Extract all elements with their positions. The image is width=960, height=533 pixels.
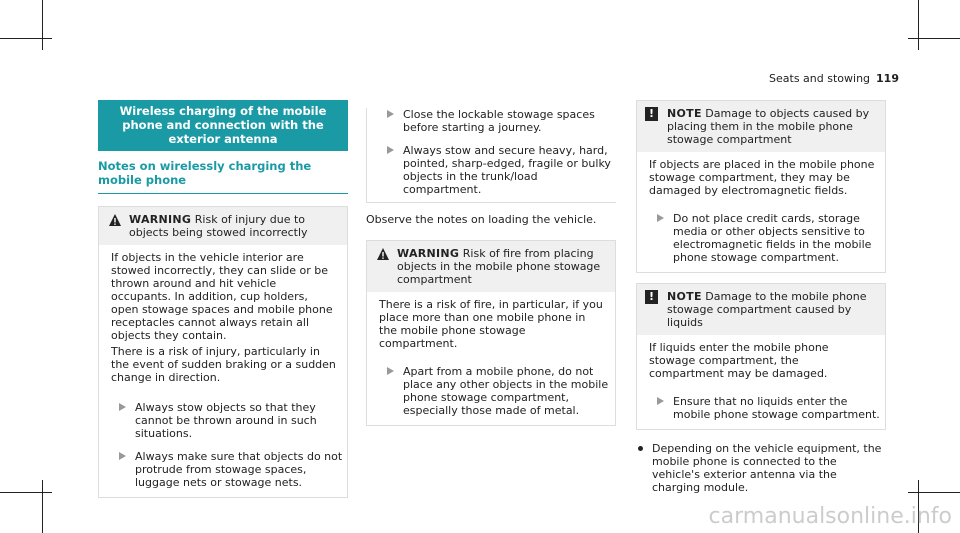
crop-mark <box>908 38 960 39</box>
crop-mark <box>908 492 960 493</box>
exclamation-icon: ! <box>645 107 658 121</box>
warning-box <box>366 240 616 426</box>
arrow-icon <box>119 452 126 460</box>
note-box <box>636 100 886 273</box>
arrow-icon <box>657 214 664 222</box>
list-item <box>367 108 616 134</box>
warning-label: WARNING <box>397 247 460 260</box>
crop-mark <box>0 38 52 39</box>
warning-headline: Risk of fire from placing objects in the mobile phone stowage compartment <box>397 247 601 286</box>
warning-label: WARNING <box>129 213 192 226</box>
list-item-text: Apart from a mobile phone, do not place any other objects in the mobile phone stowage compartment, especially those made of metal. <box>403 365 609 417</box>
arrow-icon <box>387 367 394 375</box>
watermark: carmanualsonline.info <box>708 504 952 529</box>
crop-mark <box>42 0 43 50</box>
note-label: NOTE <box>667 290 702 303</box>
warning-triangle-icon <box>108 213 122 227</box>
warning-header <box>99 207 347 245</box>
note-header <box>637 101 885 152</box>
list-item-text: Ensure that no liquids enter the mobile phone stowage compartment. <box>673 395 880 421</box>
warning-box <box>98 206 348 498</box>
list-item <box>367 365 615 417</box>
section-heading: Wireless charging of the mobile phone and connection with the exterior antenna <box>98 100 348 151</box>
warning-body <box>99 245 347 395</box>
exclamation-icon: ! <box>645 290 658 304</box>
warning-body <box>367 292 615 361</box>
warning-header <box>367 241 615 292</box>
note-headline: Damage to the mobile phone stowage compartment caused by liquids <box>667 290 867 329</box>
crop-mark <box>42 480 43 533</box>
column-3 <box>636 100 886 494</box>
arrow-icon <box>657 397 664 405</box>
list-item-text: Always stow objects so that they cannot be thrown around in such situations. <box>135 401 317 440</box>
list-item <box>637 212 885 264</box>
paragraph: There is a risk of fire, in particular, if you place more than one mobile phone in the mobile phone stowage compartment. <box>379 298 603 350</box>
paragraph: If objects are placed in the mobile phone stowage compartment, they may be damaged by electromagnetic fields. <box>649 158 875 197</box>
bullet-dot-icon <box>638 446 643 451</box>
note-header <box>637 284 885 335</box>
list-item-text: Close the lockable stowage spaces before starting a journey. <box>403 108 595 134</box>
column-2 <box>366 100 616 426</box>
list-item-text: Depending on the vehicle equipment, the mobile phone is connected to the vehicle's exterior antenna via the charging module. <box>652 442 882 494</box>
subsection-heading: Notes on wirelessly charging the mobile phone <box>98 159 348 194</box>
list-item <box>637 395 885 421</box>
section-title: Seats and stowing <box>769 72 871 85</box>
paragraph: If objects in the vehicle interior are stowed incorrectly, they can slide or be thrown around and hit vehicle occupants. In addition, cup holders, open stowage spaces and mobile phone receptacles cannot always retain all objects they contain. <box>111 251 333 342</box>
list-item <box>636 442 886 494</box>
note-label: NOTE <box>667 107 702 120</box>
note-body <box>637 152 885 208</box>
page-number: 119 <box>876 72 899 85</box>
crop-mark <box>918 0 919 50</box>
paragraph: If liquids enter the mobile phone stowage compartment, the compartment may be damaged. <box>649 341 829 380</box>
warning-continuation <box>366 108 616 203</box>
paragraph: There is a risk of injury, particularly in the event of sudden braking or a sudden change in direction. <box>111 345 336 384</box>
note-headline: Damage to objects caused by placing them in the mobile phone stowage compartment <box>667 107 870 146</box>
list-item-text: Do not place credit cards, storage media or other objects sensitive to electromagnetic fields in the mobile phone stowage compartment. <box>673 212 872 264</box>
paragraph: Observe the notes on loading the vehicle. <box>366 213 597 226</box>
crop-mark <box>0 492 52 493</box>
list-item-text: Always make sure that objects do not protrude from stowage spaces, luggage nets or stowage nets. <box>135 450 343 489</box>
list-item <box>99 450 347 489</box>
list-item-text: Always stow and secure heavy, hard, pointed, sharp-edged, fragile or bulky objects in the trunk/load compartment. <box>403 144 611 196</box>
page-header <box>769 72 899 85</box>
arrow-icon <box>387 110 394 118</box>
arrow-icon <box>119 403 126 411</box>
list-item <box>367 144 616 196</box>
arrow-icon <box>387 146 394 154</box>
note-box <box>636 283 886 430</box>
list-item <box>99 401 347 440</box>
warning-triangle-icon <box>376 247 390 261</box>
column-1 <box>98 100 348 498</box>
warning-headline: Risk of injury due to objects being stowed incorrectly <box>129 213 308 239</box>
note-body <box>637 335 885 391</box>
